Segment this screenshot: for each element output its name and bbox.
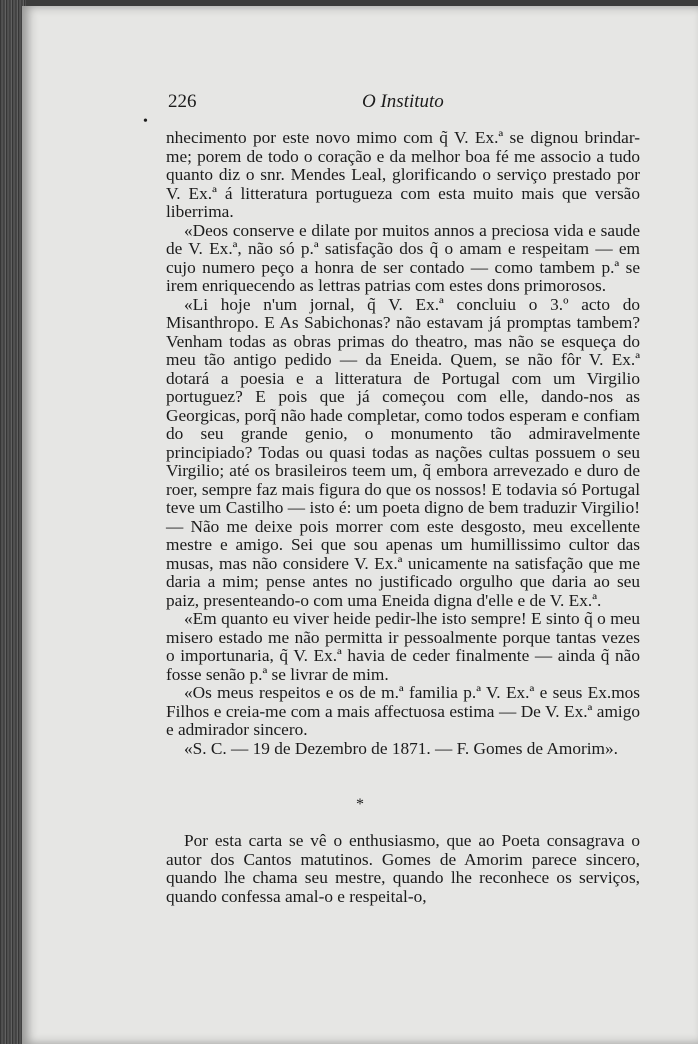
letter-body — [166, 129, 640, 758]
commentary-paragraph: Por esta carta se vê o enthusiasmo, que ao Poeta consagrava o autor dos Cantos matutinos. Gomes de Amorim parece sincero, quando lhe chama seu mestre, quando lhe reconhece os serviços, quando confessa amal-o e respeital-o, — [166, 831, 640, 906]
page-header — [22, 91, 698, 115]
section-separator: * — [356, 796, 364, 813]
running-title: O Instituto — [362, 91, 444, 112]
margin-mark: • — [143, 114, 148, 129]
page-number: 226 — [168, 91, 197, 112]
paragraph-1: nhecimento por este novo mimo com q̃ V. Ex.ª se dignou brindar-me; porem de todo o coração e da melhor boa fé me associo a tudo quanto diz o snr. Mendes Leal, glorificando o serviço prestado por V. Ex.ª á litteratura portugueza com esta muito mais que versão liberrima. — [166, 128, 640, 221]
paragraph-4: «Em quanto eu viver heide pedir-lhe isto sempre! E sinto q̃ o meu misero estado me não permitta ir pessoalmente porque tantas vezes o importunaria, q̃ V. Ex.ª havia de ceder finalmente — ainda q̃ não fosse senão p.ª se livrar de mim. — [166, 609, 640, 684]
letter-signature-line: «S. C. — 19 de Dezembro de 1871. — F. Gomes de Amorim». — [184, 738, 618, 758]
book-page — [22, 6, 698, 1044]
paragraph-2: «Deos conserve e dilate por muitos annos a preciosa vida e saude de V. Ex.ª, não só p.ª satisfação dos q̃ o amam e respeitam — em cujo numero peço a honra de ser contado — como tambem p.ª se irem enriquecendo as lettras patrias com estes dons primorosos. — [166, 220, 640, 295]
paragraph-5: «Os meus respeitos e os de m.ª familia p.ª V. Ex.ª e seus Ex.mos Filhos e creia-me com a mais affectuosa estima — De V. Ex.ª amigo e admirador sincero. — [166, 683, 640, 739]
commentary-body — [166, 832, 640, 906]
paragraph-3: «Li hoje n'um jornal, q̃ V. Ex.ª concluiu o 3.º acto do Misanthropo. E As Sabichonas? não estavam já promptas tambem? Venham todas as obras primas do theatro, mas não se esqueça do meu tão antigo pedido — da Eneida. Quem, se não fôr V. Ex.ª dotará a poesia e a litteratura de Portugal com um Virgilio portuguez? E pois que já começou com elle, dando-nos as Georgicas, porq̃ não hade completar, como todos esperam e confiam do seu grande genio, o monumento tão admiravelmente principiado? Todas ou quasi todas as nações cultas possuem o seu Virgilio; até os brasileiros teem um, q̃ embora arrevezado e duro de roer, sempre faz mais figura do que os nossos! E todavia só Portugal teve um Castilho — isto é: um poeta digno de bem traduzir Virgilio! — Não me deixe pois morrer com este desgosto, meu excellente mestre e amigo. Sei que sou apenas um humillissimo cultor das musas, mas não considere V. Ex.ª unicamente na satisfação que me daria a mim; pense antes no justificado orgulho que daria ao seu paiz, presenteando-o com uma Eneida digna d'elle e de V. Ex.ª. — [166, 294, 640, 610]
